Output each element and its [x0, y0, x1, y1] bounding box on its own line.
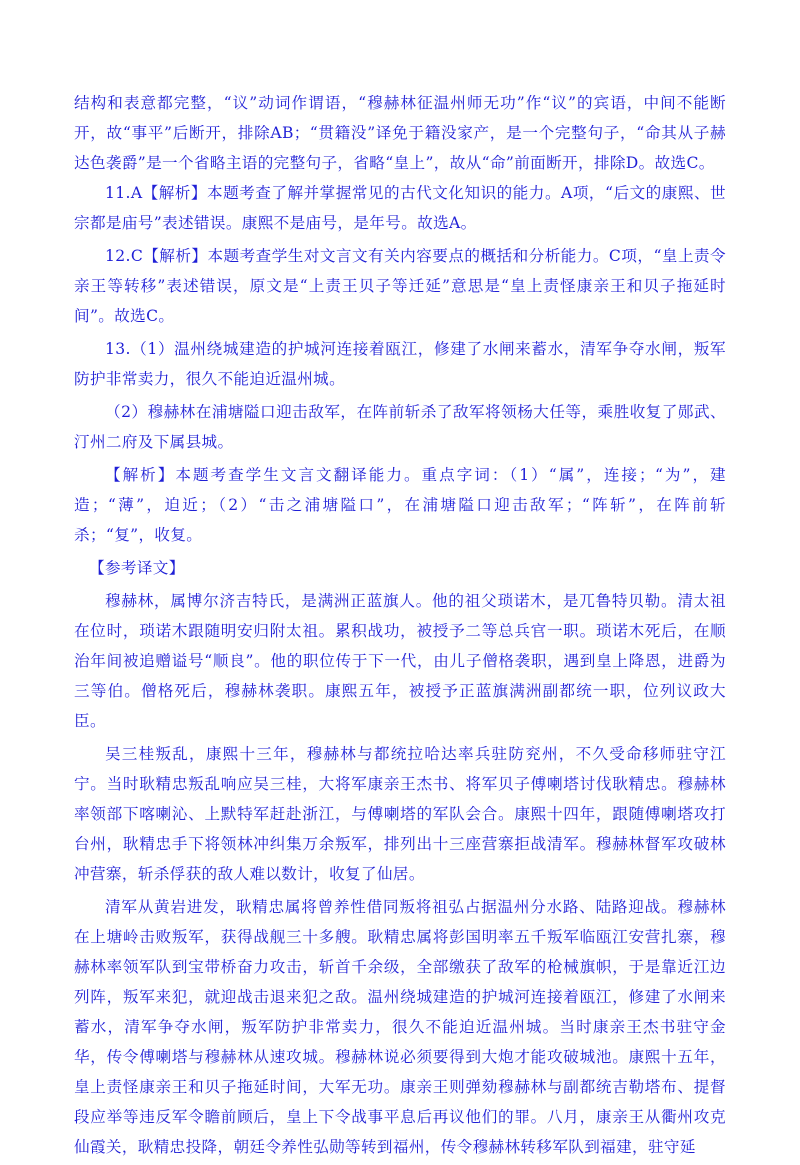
paragraph-answer-13-part2: （2）穆赫林在浦塘隘口迎击敌军，在阵前斩杀了敌军将领杨大任等，乘胜收复了郧武、汀州二府及下属县城。 [74, 403, 726, 451]
paragraph-answer-13-part1: 13.（1）温州绕城建造的护城河连接着瓯江，修建了水闸来蓄水，清军争夺水闸，叛军防护非常卖力，很久不能迫近温州城。 [74, 340, 726, 388]
paragraph-answer-12: 12.C【解析】本题考查学生对文言文有关内容要点的概括和分析能力。C项，“皇上责令亲王等转移”表述错误，原文是“上责王贝子等迁延”意思是“皇上责怪康亲王和贝子拖延时间”。故选C。 [74, 247, 726, 325]
document-page [74, 88, 726, 1165]
paragraph-analysis-13: 【解析】本题考查学生文言文翻译能力。重点字词：（1）“属”，连接；“为”，建造；“薄”，迫近；（2）“击之浦塘隘口”，在浦塘隘口迎击敌军；“阵斩”，在阵前斩杀；“复”，收复。 [74, 466, 726, 544]
paragraph-answer-10-continued: 结构和表意都完整，“议”动词作谓语，“穆赫林征温州师无功”作“议”的宾语，中间不能断开，故“事平”后断开，排除AB；“贯籍没”译免于籍没家产，是一个完整句子，“命其从子赫达色袭爵”是一个省略主语的完整句子，省略“皇上”，故从“命”前面断开，排除D。故选C。 [74, 94, 726, 172]
translation-paragraph-3: 清军从黄岩进发，耿精忠属将曾养性借同叛将祖弘占据温州分水路、陆路迎战。穆赫林在上塘岭击败叛军，获得战舰三十多艘。耿精忠属将彭国明率五千叛军临瓯江安营扎寨，穆赫林率领军队到宝带桥奋力攻击，斩首千余级，全部缴获了敌军的枪械旗帜，于是靠近江边列阵，叛军来犯，就迎战击退来犯之敌。温州绕城建造的护城河连接着瓯江，修建了水闸来蓄水，清军争夺水闸，叛军防护非常卖力，很久不能迫近温州城。当时康亲王杰书驻守金华，传令傅喇塔与穆赫林从速攻城。穆赫林说必须要得到大炮才能攻破城池。康熙十五年，皇上责怪康亲王和贝子拖延时间，大军无功。康亲王则弹劾穆赫林与副都统吉勒塔布、提督段应举等违反军令瞻前顾后，皇上下令战事平息后再议他们的罪。八月，康亲王从衢州攻克仙霞关，耿精忠投降，朝廷令养性弘勋等转到福州，传令穆赫林转移军队到福建，驻守延 [74, 898, 726, 1156]
translation-paragraph-2: 吴三桂叛乱，康熙十三年，穆赫林与都统拉哈达率兵驻防兖州，不久受命移师驻守江宁。当时耿精忠叛乱响应吴三桂，大将军康亲王杰书、将军贝子傅喇塔讨伐耿精忠。穆赫林率领部下喀喇沁、上默特军赶赴浙江，与傅喇塔的军队会合。康熙十四年，跟随傅喇塔攻打台州，耿精忠手下将领林冲纠集万余叛军，排列出十三座营寨拒战清军。穆赫林督军攻破林冲营寨，斩杀俘获的敌人难以数计，收复了仙居。 [74, 745, 726, 883]
paragraph-answer-11: 11.A【解析】本题考查了解并掌握常见的古代文化知识的能力。A项，“后文的康熙、世宗都是庙号”表述错误。康熙不是庙号，是年号。故选A。 [74, 184, 726, 232]
translation-paragraph-1: 穆赫林，属博尔济吉特氏，是满洲正蓝旗人。他的祖父琐诺木，是兀鲁特贝勒。清太祖在位时，琐诺木跟随明安归附太祖。累积战功，被授予二等总兵官一职。琐诺木死后，在顺治年间被追赠谥号“顺良”。他的职位传于下一代，由儿子僧格袭职，遇到皇上降恩，进爵为三等伯。僧格死后，穆赫林袭职。康熙五年，被授予正蓝旗满洲副都统一职，位列议政大臣。 [74, 592, 726, 730]
reference-translation-heading: 【参考译文】 [89, 559, 185, 577]
